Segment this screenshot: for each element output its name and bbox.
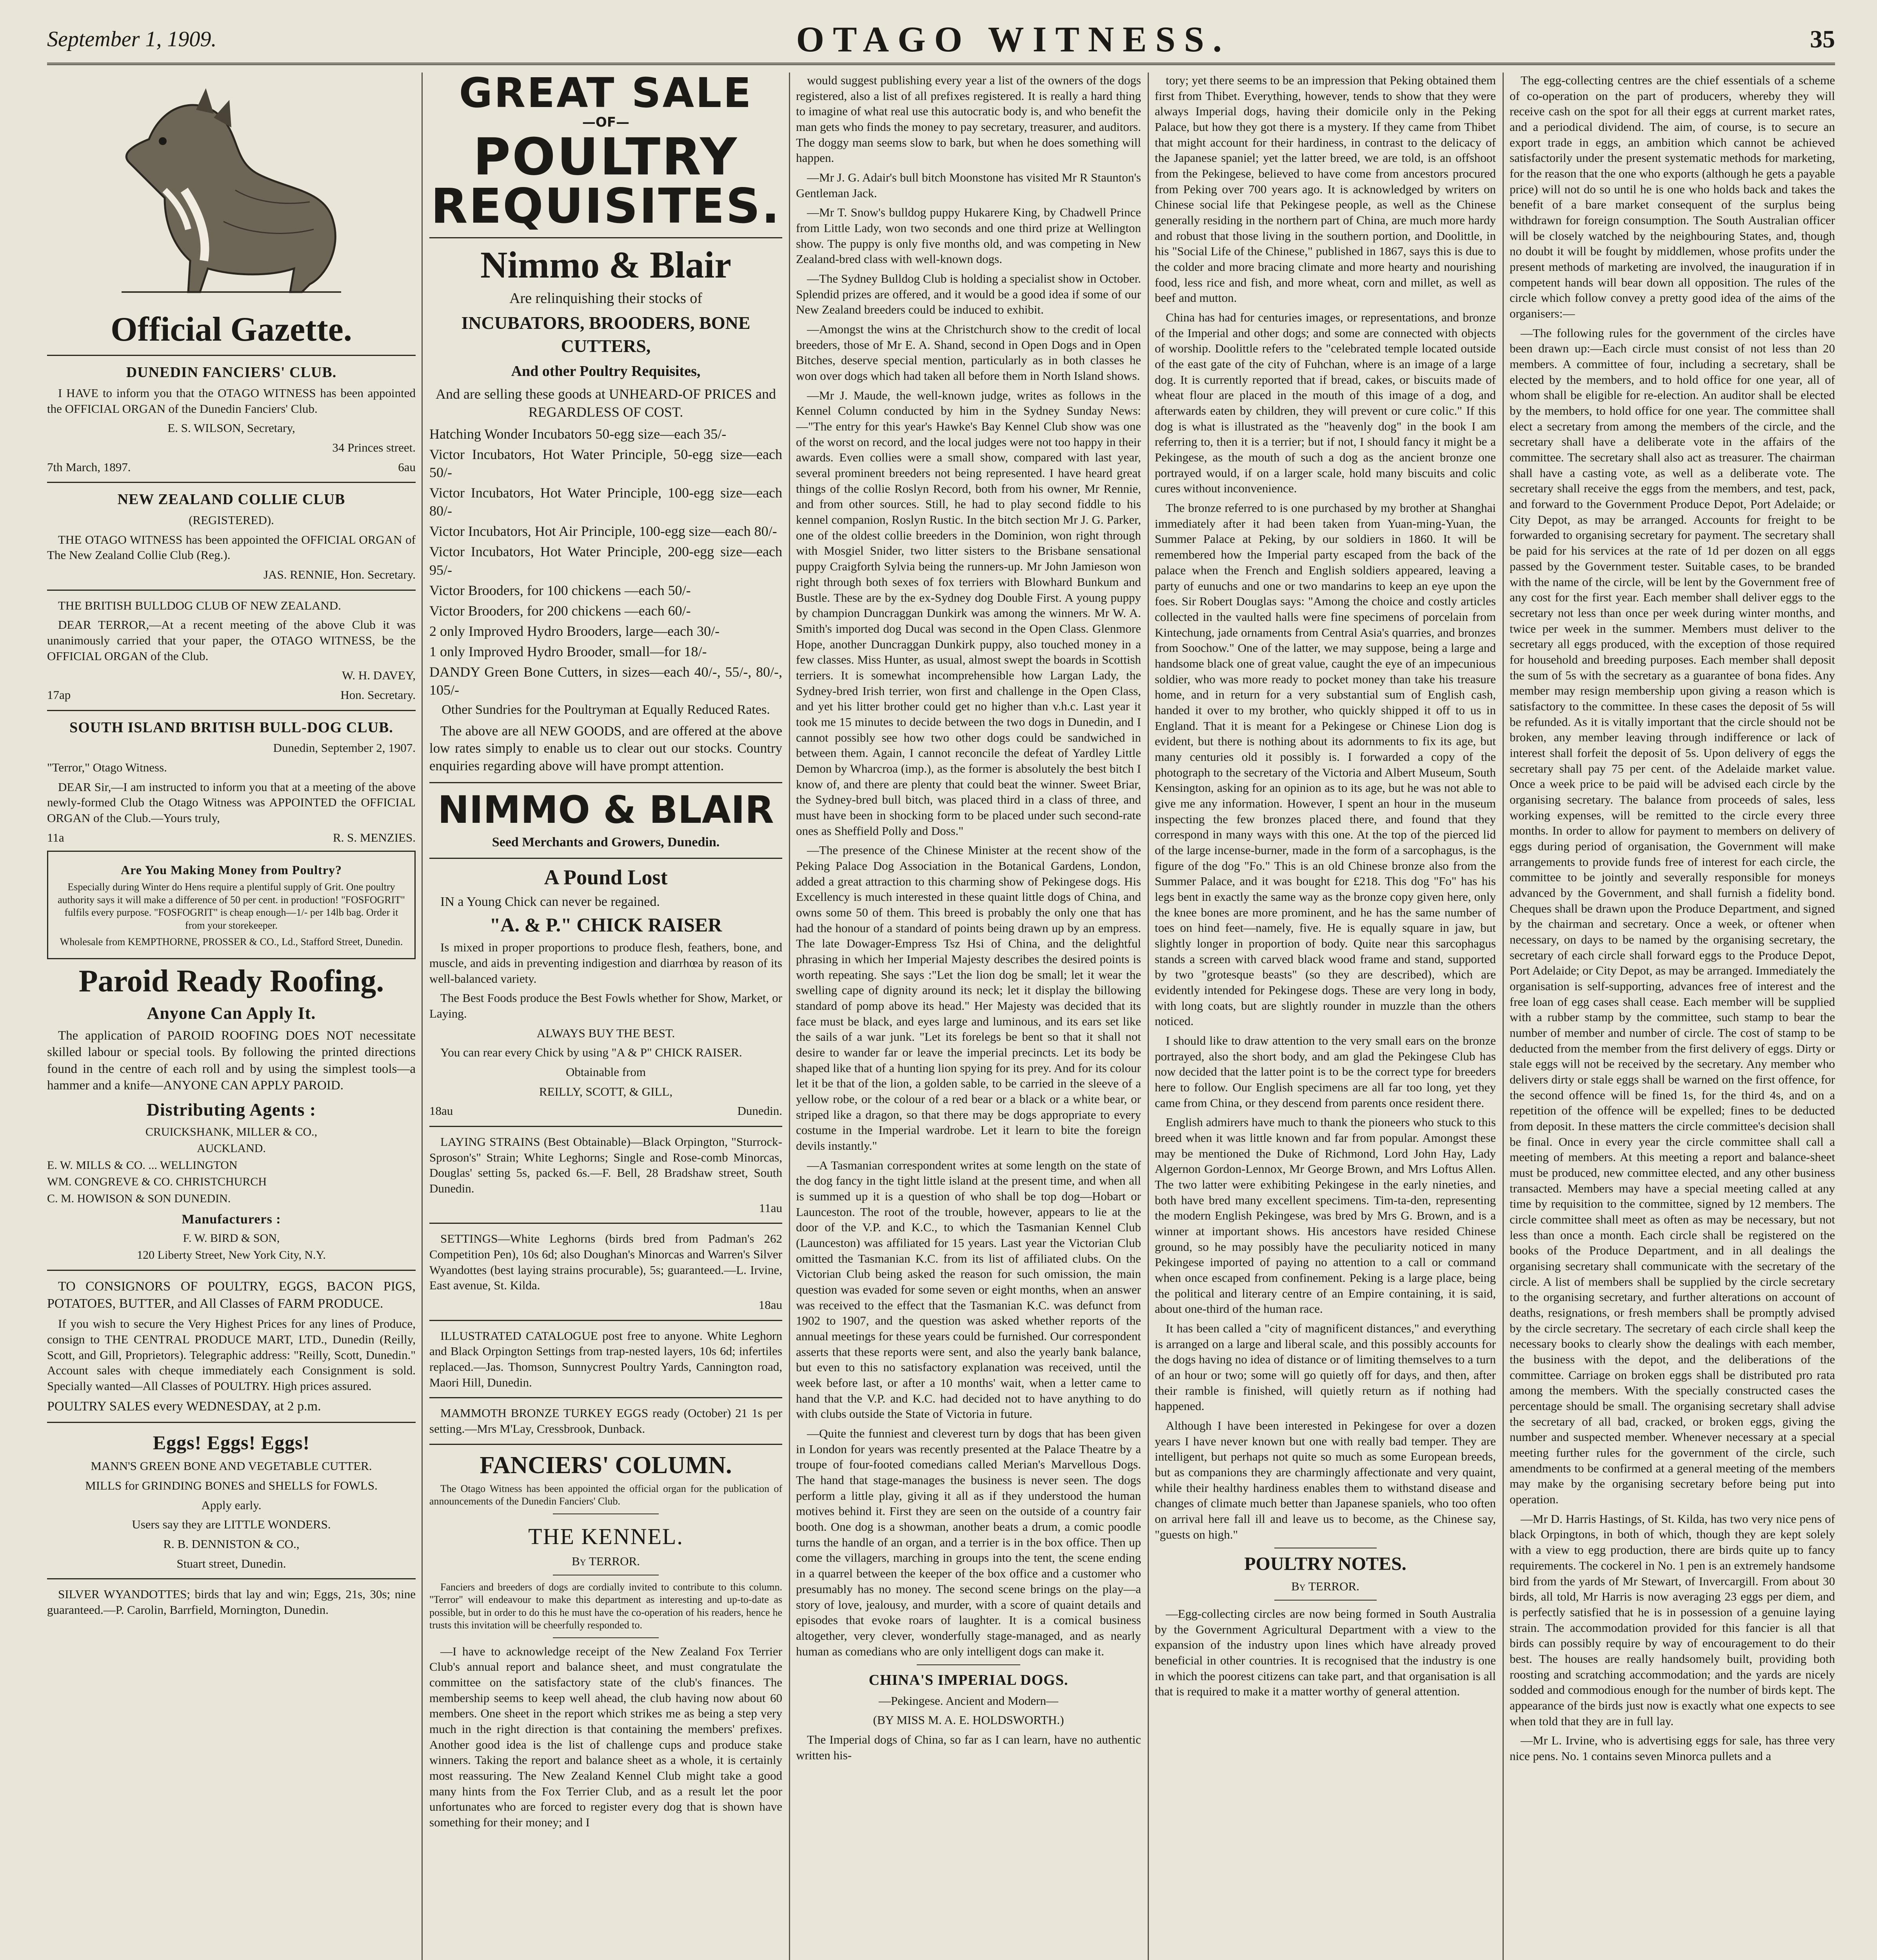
pound-lost: A Pound Lost xyxy=(544,866,668,889)
consignors-body: If you wish to secure the Very Highest Prices for any lines of Produce, consign to THE CENTRAL PRODUCE MART, LTD., Dunedin (Reilly, Scott, and Gill, Proprietors). Telegraphic address: "Reilly, Scott, Dunedin." Account sales with cheque immediately each Consignment is sold. Specially wanted—All Classes of POULTRY. High prices assured. xyxy=(47,1317,416,1393)
poultry-sales: POULTRY SALES every WEDNESDAY, at 2 p.m. xyxy=(47,1399,321,1414)
poultry-notes-byline: By TERROR. xyxy=(1291,1579,1359,1593)
manufacturer: F. W. BIRD & SON, xyxy=(183,1232,280,1245)
poultry-notes-title: POULTRY NOTES. xyxy=(1244,1553,1406,1575)
sibbc-body: DEAR Sir,—I am instructed to inform you that at a meeting of the above newly-formed Club the Otago Witness was APPOINTED the OFFICIAL ORGAN of the Club.—Yours truly, xyxy=(47,780,416,825)
article-paragraph: —The following rules for the government of the circles have been drawn up:—Each circle must consist of not less than 20 members. A committee of four, including a secretary, shall be elected by the members, and to hold office for one year, all of whom shall be eligible for re-election. An auditor shall be elected by the members, to hold office for one year. The committee shall elect a secretary from among the members of the circle, and the secretary shall have a deliberate vote in the affairs of the committee. The secretary shall also act as treasurer. The chairman shall have a casting vote, as well as a deliberate vote. The secretary shall receive the eggs from the members, and test, pack, and forward to the Government Produce Depot, Port Adelaide; or City Depot, as may be arranged. Accounts for freight to be forwarded to organising secretary for payment. The secretary shall be paid for his services at the rate of 1d per dozen on all eggs passed by the Government tester. Suitable cases, to be branded with the name of the circle, will be lent by the Government free of any cost for the first year. Each member shall deliver eggs to the secretary not less than once per week during winter months, and twice per week in the summer. Members must deliver to the secretary all eggs produced, with the exception of those required for household and breeding purposes. Each member shall deposit the sum of 5s with the secretary as a guarantee of bona fides. Any member may resign membership upon giving a reason which is satisfactory to the committee. In these cases the deposit of 5s will be refunded. As it is vitally important that the circle should not be broken, any member leaving through indifference or lack of interest shall forfeit the deposit of 5s. Upon delivery of eggs the secretary shall pay 75 per cent. of the Adelaide market value. Once a week price to be paid will be advised each circle by the organising secretary. The balance from proceeds of sales, less working expenses, will be remitted to the circle every three months. In order to allow for payment to members on delivery of eggs during period of organisation, the Government will make arrangements to provide funds free of interest for each circle, the committee to be jointly and severally responsible for moneys advanced by the Government, and shall furnish a fidelity bond. Cheques shall be drawn upon the Produce Department, and signed by the chairman and secretary. Once a week, or oftener when necessary, on days to be named by the organising secretary, the secretary of each circle shall forward eggs to the Produce Depot, Port Adelaide; or City Depot, as may be arranged. Immediately the organisation is self-supporting, advances free of interest and the free loan of egg cases shall cease. Each member will be supplied with a rubber stamp by the committee, such stamp to bear the number of member and number of circle. The cost of stamp to be deducted from the member from the first delivery of eggs. Dirty or stale eggs will not be received by the secretary. Any member who delivers dirty or stale eggs shall be warned on the first offence, for the second offence will be fined 1s, for the third 4s, and on a repetition of the offence will be expelled; fines to be deducted from deposit. In these matters the circle committee's decision shall be final. Once in every year the circle committee shall call a meeting of members. At this meeting a report and balance-sheet must be produced, new committee elected, and any other business transacted. Members may have a special meeting called at any time by requisition to the committee, signed by 12 members. The circle committee shall meet as often as may be necessary, but not less than once a month. Each circle shall be registered on the books of the Produce Department, and in all dealings the organising secretary shall communicate with the secretary of the circle. A list of members shall be supplied by the circle secretary to the organising secretary, and further alterations on account of deaths, resignations, or fresh members shall be promptly advised by the circle secretary. The secretary of each circle shall keep the necessary books to clearly show the dealings with each member, the business with the depot, and the deliberations of the committee. Carriage on broken eggs shall be distributed pro rata among the members. With the specially constructed cases the percentage should be small. The organising secretary shall advise the secretary of all bad, cracked, or broken eggs, giving the number and suspected member. Whenever necessary at a special meeting further rules for the government of the circle, such amendments to be confirmed at a general meeting of the members may make by the organising secretary before being put into operation. xyxy=(1510,326,1835,1506)
article-paragraph: English admirers have much to thank the pioneers who stuck to this breed when it was little known and far from popular. Amongst these may be mentioned the Duke of Richmond, Lord John Hay, Lady Algernon Gordon-Lennox, Mr George Brown, and Mrs Loftus Allen. The two latter were exhibiting Pekingese in the early nineties, and both have bred many excellent specimens. Tim-ta-den, representing the modern English Pekingese, was bred by Mrs G. Brown, and is a winner at important shows. His ancestors have resided Chinese ground, so he may possibly have the peculiarity noticed in many Pekingese imported of paying no attention to a call or command when once escaped from confinement. Peking is a large place, being the political and literary centre of an Empire containing, it is said, about one-third of the human race. xyxy=(1155,1115,1496,1316)
article-paragraph: —Mr D. Harris Hastings, of St. Kilda, has two very nice pens of black Orpingtons, in both of which, though they are kept solely with a view to egg production, there are birds quite up to fancy requirements. The cockerel in No. 1 pen is an extremely handsome bird from the yards of Mr Stewart, of Invercargill. From about 30 birds, all told, Mr Harris is now averaging 23 eggs per diem, and is perfectly satisfied that he is in possession of a genuine laying strain. The accommodation provided for this fancier is all that birds can possibly require by way of encouragement to do their best. The houses are really handsomely built, providing both roosting and scratching accommodation; and the yards are nicely sodded and commodious enough for the number of birds kept. The appearance of the birds just now is exactly what one expects to see when told that they are in full lay. xyxy=(1510,1512,1835,1728)
bulldog-letter: DEAR TERROR,—At a recent meeting of the above Club it was unanimously carried that your paper, the OTAGO WITNESS, be the OFFICIAL ORGAN of the Club. xyxy=(47,618,416,663)
column-4 xyxy=(1155,73,1496,1960)
nimmo-blair-caps: NIMMO & BLAIR xyxy=(438,788,774,832)
column-rule xyxy=(422,73,423,1960)
column-rule xyxy=(789,73,790,1960)
price-list-item: 1 only Improved Hydro Brooder, small—for 18/- xyxy=(429,643,707,659)
mills-apply: Apply early. xyxy=(201,1498,262,1512)
ad-code: 11au xyxy=(759,1201,782,1215)
consignors-head: TO CONSIGNORS OF POULTRY, EGGS, BACON PIGS, POTATOES, BUTTER, and All Classes of FARM PRODUCE. xyxy=(47,1279,416,1311)
article-paragraph: —The Sydney Bulldog Club is holding a specialist show in October. Splendid prizes are offered, and it would be a good idea if some of our New Zealand breeders could be induced to exhibit. xyxy=(796,272,1141,317)
poultry-notes-paragraph: —Egg-collecting circles are now being formed in South Australia by the Government Agricultural Department with a view to the expansion of the industry upon lines which have already proved beneficial in other countries. It is recognised that the industry is one in which the poorest citizens can take part, and that organisation is all that is required to make it a matter worthy of general attention. xyxy=(1155,1606,1496,1699)
price-list-item: Victor Incubators, Hot Water Principle, 200-egg size—each 95/- xyxy=(429,544,782,578)
kennel-byline: By TERROR. xyxy=(572,1554,640,1568)
mills-ad: MILLS for GRINDING BONES and SHELLS for FOWLS. xyxy=(85,1478,378,1492)
article-paragraph: Although I have been interested in Pekingese for over a dozen years I have never known but one with really bad temper. They are intelligent, but perhaps not quite so much as some European breeds, but as companions they are charmingly affectionate and very quaint, while their healthy hardiness enables them to withstand disease and changes of climate much better than Japanese spaniels, who too often on arrival here fall ill and leave us to become, as the Chinese say, "guests on high." xyxy=(1155,1419,1496,1541)
kennel-notes xyxy=(796,73,1141,1659)
ad-code: 18au xyxy=(758,1298,782,1312)
pound-body: IN a Young Chick can never be regained. xyxy=(440,894,660,909)
bulldog-sign: W. H. DAVEY, xyxy=(342,668,416,682)
sibbc-title: SOUTH ISLAND BRITISH BULL-DOG CLUB. xyxy=(69,719,393,736)
settings-ad: SETTINGS—White Leghorns (birds bred from Padman's 262 Competition Pen), 10s 6d; also Doughan's Minorcas and Warren's Silver Wyandottes (best laying strains procurable), 5s; guaranteed.—L. Irvine, East avenue, St. Kilda. xyxy=(429,1232,782,1292)
mills-agent: R. B. DENNISTON & CO., xyxy=(163,1537,300,1551)
paroid-title: Paroid Ready Roofing. xyxy=(78,964,384,998)
fanciers-column-title: FANCIERS' COLUMN. xyxy=(480,1452,732,1479)
price-list-item: DANDY Green Bone Cutters, in sizes—each 40/-, 55/-, 80/-, 105/- xyxy=(429,664,782,698)
column-rule xyxy=(1148,73,1149,1960)
china-dogs-subtitle: —Pekingese. Ancient and Modern— xyxy=(878,1693,1059,1708)
agent: WM. CONGREVE & CO. CHRISTCHURCH xyxy=(47,1175,267,1189)
obtainable: Obtainable from xyxy=(565,1065,646,1079)
rsg-name: REILLY, SCOTT, & GILL, xyxy=(539,1084,673,1098)
great-sale-header: GREAT SALE —OF— POULTRY REQUISITES. xyxy=(431,73,781,234)
china-dogs-title: CHINA'S IMPERIAL DOGS. xyxy=(869,1672,1068,1689)
kennel-paragraph: —I have to acknowledge receipt of the New Zealand Fox Terrier Club's annual report and balance sheet, and must congratulate the committee on the satisfactory state of the club's finances. The membership seems to keep well ahead, the club having now about 60 members. One sheet in the report which strikes me as being a step very much in the right direction is that containing the members' prefixes. Another good idea is the list of challenge cups and produce stake winners. Taking the report and balance sheet as a whole, it is certainly most reassuring. The New Zealand Kennel Club might take a good many hints from the Fox Terrier Club, and as a result let the poor unfortunates who are forced to register every dog that is shown have something for their money; and I xyxy=(429,1644,782,1829)
page-number: 35 xyxy=(1810,25,1835,53)
dfc-date: 7th March, 1897. 6au xyxy=(47,460,416,474)
article-paragraph: tory; yet there seems to be an impression that Peking obtained them first from Thibet. Everything, however, tends to show that they were always Imperial dogs, having their domicile only in the Peking Palace, but how they got there is a mystery. If they came from Thibet that might account for their hardiness, in contrast to the delicacy of the Japanese spaniel; yet the latter breed, we are told, is an offshoot from the Pekingese, believed to have come from ancestors procured from Peking over 700 years ago. It is acknowledged by writers on Chinese social life that Pekingese people, as well as the Chinese generally residing in the northern part of China, are much more hardy and robust that those living in the southern portion, and Doolittle, in his "Social Life of the Chinese," published in 1867, says this is due to the colder and more bracing climate and more hearty and nourishing food, less rice and fish, and more wheat, corn and millet, as well as beef and mutton. xyxy=(1155,73,1496,305)
price-list xyxy=(429,425,782,699)
other-sundries: Other Sundries for the Poultryman at Equally Reduced Rates. xyxy=(442,702,770,717)
price-list-item: 2 only Improved Hydro Brooders, large—each 30/- xyxy=(429,623,720,639)
sibbc-to: "Terror," Otago Witness. xyxy=(47,760,167,775)
kennel-title: THE KENNEL. xyxy=(528,1523,683,1549)
selling-line: And are selling these goods at UNHEARD-OF PRICES and REGARDLESS OF COST. xyxy=(436,386,776,420)
raiser-body-2: The Best Foods produce the Best Fowls whether for Show, Market, or Laying. xyxy=(429,991,782,1020)
article-paragraph: —Mr T. Snow's bulldog puppy Hukarere King, by Chadwell Prince from Little Lady, won two seconds and one third prize at Wellington show. The puppy is only five months old, and was competing in New Zealand-bred class with well-known dogs. xyxy=(796,205,1141,266)
bulldog-title: THE BRITISH BULLDOG CLUB OF NEW ZEALAND. xyxy=(58,598,341,612)
price-list-item: Victor Brooders, for 100 chickens —each 50/- xyxy=(429,582,691,598)
masthead-date: September 1, 1909. xyxy=(47,27,217,51)
gazette-title: Official Gazette. xyxy=(111,310,352,348)
nimmo-blair-title: Nimmo & Blair xyxy=(480,244,731,286)
price-list-item: Victor Incubators, Hot Air Principle, 100-egg size—each 80/- xyxy=(429,523,777,539)
china-dogs-paragraph: The Imperial dogs of China, so far as I can learn, have no authentic written his- xyxy=(796,1733,1141,1762)
mann-cutter: MANN'S GREEN BONE AND VEGETABLE CUTTER. xyxy=(91,1459,372,1473)
price-list-item: Victor Brooders, for 200 chickens —each 60/- xyxy=(429,603,691,619)
sibbc-place: Dunedin, September 2, 1907. xyxy=(273,741,416,755)
column-5 xyxy=(1510,73,1835,1960)
relinquishing: Are relinquishing their stocks of xyxy=(509,290,702,307)
price-list-item: Victor Incubators, Hot Water Principle, 100-egg size—each 80/- xyxy=(429,485,782,519)
article-paragraph: The bronze referred to is one purchased by my brother at Shanghai immediately after it had been taken from Yuan-ming-Yuan, the Summer Palace at Peking, by our soldiers in 1860. It will be remembered how the Imperial party escaped from the back of the palace when the French and English soldiers appeared, leaving a party of eunuchs and one or two mandarins to keep an eye upon the foes. Sir Robert Douglas says: "Among the choice and costly articles collected in the vaulted halls were fine specimens of porcelain from Kintechung, jade ornaments from Central Asia's quarries, and bronzes from Soochow." One of the latter, we may suppose, being a large and handsome black one of great value, caught the eye of an impecunious soldier, who was more ready to pocket money than take his treasure home, and in return for a very substantial sum of English cash, handed it over to my brother, who quickly shipped it off to us in England. That it is meant for a Pekingese or Chinese Lion dog is evident, but there is nothing about its adornments to fix its age, but many centuries old it possibly is. I forwarded a copy of the photograph to the secretary of the Victoria and Albert Museum, South Kensington, asking for an opinion as to its age, but he was not able to give me any information. However, I spent an hour in the museum inspecting the few bronzes placed there, and found that they correspond in many ways with this one. At the top of the pierced lid of the large incense-burner, made in the form of a sarcophagus, is the figure of the dog "Fo." This is an old Chinese bronze also from the Summer Palace, and it was bought for £218. This dog "Fo" has his legs bent in exactly the same way as the bronze copy given here, only the knee bones are more prominent, and he has the same number of toes on hind feet—namely, five. He is equally square in jaw, but slightly longer in proportion of body. Quite near this sarcophagus stands a screen with carved black wood frame and stand, supported by two "grotesque beasts" (so they are described), which are evidently intended for Pekingese dogs. These are very long in body, with long coats, but are slightly rounder in muzzle than the others noticed. xyxy=(1155,501,1496,1028)
silver-wyandottes-ad: SILVER WYANDOTTES; birds that lay and win; Eggs, 21s, 30s; nine guaranteed.—P. Carolin, Barrfield, Mornington, Dunedin. xyxy=(47,1587,416,1617)
agent-city: AUCKLAND. xyxy=(197,1142,266,1155)
seed-merchants: Seed Merchants and Growers, Dunedin. xyxy=(492,835,720,849)
china-dogs-byline: (BY MISS M. A. E. HOLDSWORTH.) xyxy=(873,1713,1064,1727)
masthead-title: OTAGO WITNESS. xyxy=(796,19,1230,59)
collie-sign: JAS. RENNIE, Hon. Secretary. xyxy=(263,568,416,582)
agent: E. W. MILLS & CO. ... WELLINGTON xyxy=(47,1158,238,1172)
article-paragraph: —Mr J. Maude, the well-known judge, writes as follows in the Kennel Column conducted by him in the Sydney Sunday News:—"The entry for this year's Hawke's Bay Kennel Club show was one of the worst on record, and the local judges were not too happy in their awards. Even collies were a small show, compared with last year, several prominent breeders not being represented. I have heard great things of the collie Roslyn Record, both from his owner, Mr Rennie, and from other sources. Still, he had to play second fiddle to his kennel companion, Roslyn Rustic. In the bitch section Mr J. G. Parker, one of the oldest collie breeders in the Dominion, won right through with Mosgiel Snider, two litter sisters to the Brisbane sensational puppy Craigforth Sylvia being the runners-up. Mr John Jamieson won right through both sexes of fox terriers with Blowhard Bunkum and Bustle. These are by the ex-Sydney dog Double First. A young puppy by champion Duncraggan Dunkirk was among the winners. Mr W. A. Smith's imported dog Ducal was second in the Open Class. Glenmore Hope, another Duncraggan Dunkirk puppy, also touched money in a few classes. Miss Hunter, as usual, almost swept the boards in Scottish terriers. It is somewhat incomprehensible how Largan Lady, the Sydney-bred Irish terrier, won first and challenge in the Open Class, and yet his litter brother could get no higher than v.h.c. Last year it took me 15 minutes to decide between the two dogs in Dunedin, and I cannot possibly see how two other dogs could be sandwiched in between them. Again, I cannot reconcile the defeat of Yardley Little Demon by Wharcroa (imp.), as the former is absolutely the best bitch I know of, and there are plenty that could beat the winner. Sweet Briar, the Sydney-bred bull bitch, was placed third in a class of three, and must have been in shocking form to be placed under such second-rate ones as Sheffield Polly and Doss." xyxy=(796,388,1141,838)
article-paragraph: —Mr L. Irvine, who is advertising eggs for sale, has three very nice pens. No. 1 contains seven Minorca pullets and a xyxy=(1510,1733,1835,1763)
paroid-subtitle: Anyone Can Apply It. xyxy=(147,1003,316,1023)
fosfogrit-ad: Are You Making Money from Poultry? Especially during Winter do Hens require a plentiful supply of Grit. One poultry authority says it will make a difference of 50 per cent. in production! "FOSFOGRIT" fulfils every purpose. "FOSFOGRIT" is cheap enough—1/- per 14lb bag. Order it from your storekeeper. Wholesale from KEMPTHORNE, PROSSER & CO., Ld., Stafford Street, Dunedin. xyxy=(47,851,416,959)
article-paragraph: would suggest publishing every year a list of the owners of the dogs registered, also a list of all prefixes registered. It is really a hard thing to imagine of what real use this autocratic body is, and who benefit the man gets who finds the money to pay secretary, treasurer, and auditors. The doggy man seems slow to bark, but when he does something will happen. xyxy=(796,73,1141,165)
column-rule xyxy=(1503,73,1504,1960)
chick-raiser: "A. & P." CHICK RAISER xyxy=(489,914,722,936)
article-paragraph: —The presence of the Chinese Minister at the recent show of the Peking Palace Dog Association in the Botanical Gardens, London, added a great attraction to this charming show of Pekingese dogs. His Excellency is much interested in these quaint little dogs of China, and owns some 50 of them. This breed is probably the only one that has had the honour of a standard of points being drawn up by an empress. The late Dowager-Empress Tsz Hsi of China, and the delightful phrasing in which her Imperial Majesty describes the desired points is worth repeating. She says :"Let the lion dog be small; let it wear the swelling cape of dignity around its neck; let it display the billowing standard of pomp above its head." Her Majesty was decided that its face must be black, and eyes large and luminous, and its ears set like the sails of a war junk. "Let its forelegs be bent so that it shall not desire to wander far or leave the imperial precincts. Let its body be shaped like that of a hunting lion spying for its prey. And for its colour let it be that of the lion, a golden sable, to be carried in the sleeve of a yellow robe, or the colour of a red bear or a black or a white bear, or striped like a dragon, so that there may be dogs appropriate to every costume in the Imperial wardrobe. Let it learn to bite the foreign devils instantly." xyxy=(796,843,1141,1153)
article-paragraph: —A Tasmanian correspondent writes at some length on the state of the dog fancy in the tight little island at the present time, and when all is summed up it is a question of who shall be top dog—Hobart or Launceston. The root of the trouble, however, appears to lie at the door of the V.P. and K.C., to which the Tasmanian Kennel Club (Launceston) was affiliated for 15 years. Last year the Victorian Club omitted the Tasmanian K.C. from its list of affiliated clubs. On the Victorian Club being asked the reason for such omission, the main question was evaded for some seven or eight months, when an answer was received to the effect that the Tasmanian K.C. was defunct from 1902 to 1907, and the question was asked whether reports of the annual meetings for these years could be furnished. Our correspondent asserts that these reports were sent, and also the yearly bank balance, but even to this no satisfactory explanation was received, until the week before last, or after a 10 months' wait, when a letter came to hand that the V.P. and K.C. had decided not to have anything to do with clubs outside the State of Victoria in future. xyxy=(796,1158,1141,1421)
price-list-item: Victor Incubators, Hot Water Principle, 50-egg size—each 50/- xyxy=(429,446,782,481)
laying-strains-ad: LAYING STRAINS (Best Obtainable)—Black Orpington, "Sturrock-Sproson's" Strain; White Leghorns; Single and Rose-comb Minorcas, Douglas' setting 5s, packed 6s.—F. Bell, 28 Bradshaw street, South Dunedin. xyxy=(429,1134,782,1195)
article-paragraph: It has been called a "city of magnificent distances," and everything is arranged on a large and liberal scale, and this possibly accounts for the dogs having no idea of distance or of limiting themselves to a turn of an hour or two; some will go quietly off for days, and then, after their ramble is finished, will quietly return as if nothing had happened. xyxy=(1155,1321,1496,1413)
rsg-city: 18au Dunedin. xyxy=(429,1104,782,1118)
dfc-title: DUNEDIN FANCIERS' CLUB. xyxy=(126,364,337,381)
collie-dog-illustration xyxy=(106,73,357,308)
raiser-body: Is mixed in proper proportions to produce flesh, feathers, bone, and muscle, and aids in preventing indigestion and diarrhœa by reason of its well-balanced variety. xyxy=(429,940,782,985)
other-requisites: And other Poultry Requisites, xyxy=(511,363,701,380)
collie-title: NEW ZEALAND COLLIE CLUB xyxy=(117,491,345,508)
dfc-address: 34 Princes street. xyxy=(332,441,416,455)
poultry-notes-continued xyxy=(1510,73,1835,1764)
agents-title: Distributing Agents : xyxy=(146,1100,316,1120)
eggs-title: Eggs! Eggs! Eggs! xyxy=(153,1432,310,1454)
bulldog-role: 17ap Hon. Secretary. xyxy=(47,688,416,702)
price-list-item: Hatching Wonder Incubators 50-egg size—each 35/- xyxy=(429,426,727,442)
agent: CRUICKSHANK, MILLER & CO., xyxy=(145,1125,318,1138)
masthead xyxy=(47,16,1835,65)
article-paragraph: —Mr J. G. Adair's bull bitch Moonstone has visited Mr R Staunton's Gentleman Jack. xyxy=(796,171,1141,200)
mills-address: Stuart street, Dunedin. xyxy=(176,1556,286,1570)
article-paragraph: China has had for centuries images, or representations, and bronze of the Imperial and other dogs; and some are connected with objects of worship. Doolittle refers to the "celebrated temple located outside of the east gate of the city of Fuhchan, where is an image of a large dog. It is currently reported that if bread, cakes, or biscuits made of wheat flour are placed in the mouth of this image of a dog, and afterwards eaten by children, they will prevent or cure colic." If this dog is what is illustrated as the "heavenly dog" in the book I am referring to, then it is a terrier; but if not, I should fancy it might be a Pekingese, as the mouth of such a dog as the ancient bronze one portrayed would, if on a larger scale, hold many biscuits and colic cures without inconvenience. xyxy=(1155,310,1496,495)
column-3 xyxy=(796,73,1141,1960)
mammoth-turkey-ad: MAMMOTH BRONZE TURKEY EGGS ready (October) 21 1s per setting.—Mrs M'Lay, Cressbrook, Dunback. xyxy=(429,1406,782,1436)
raiser-body-3: You can rear every Chick by using "A & P" CHICK RAISER. xyxy=(440,1045,742,1060)
manufacturer-address: 120 Liberty Street, New York City, N.Y. xyxy=(137,1248,326,1261)
china-dogs-article xyxy=(1155,73,1496,1542)
manufacturers-title: Manufacturers : xyxy=(182,1212,281,1227)
mills-users: Users say they are LITTLE WONDERS. xyxy=(132,1517,331,1532)
new-goods: The above are all NEW GOODS, and are offered at the above low rates simply to enable us to clear out our stocks. Country enquiries regarding above will have prompt attention. xyxy=(429,723,782,774)
column-2 xyxy=(429,73,782,1960)
collie-sub: (REGISTERED). xyxy=(189,513,274,527)
column-1 xyxy=(47,73,416,1960)
article-paragraph: I should like to draw attention to the very small ears on the bronze portrayed, also the short body, and am glad the Pekingese Club has now decided that the latter point is to be the correct type for breeders here to follow. Our English specimens are all far too long, yet they came from China, or they descend from parents once resident there. xyxy=(1155,1033,1496,1110)
article-paragraph: The egg-collecting centres are the chief essentials of a scheme of co-operation on the part of producers, whereby they will receive cash on the spot for all their eggs at current market rates, and a periodical dividend. The aim, of course, is to secure an export trade in eggs, an ambition which cannot be achieved satisfactorily under the present systematic methods for marketing, for the reason that the one who exports (although he gets a payable price) will not do so until he is one who holds back and takes the benefit of a bare market consequent of the surplus being withdrawn for foreign consumption. The South Australian officer will be closely watched by the neighbouring States, and, though no doubt it will be fought by middlemen, whose profits under the present methods of marketing are involved, the inauguration if in competent hands will bear down all opposition. The rules of the circle which follow convey a pretty good idea of the aims of the organisers:— xyxy=(1510,73,1835,321)
incubators-line: INCUBATORS, BROODERS, BONE CUTTERS, xyxy=(461,313,750,356)
catalogue-ad: ILLUSTRATED CATALOGUE post free to anyone. White Leghorn and Black Orpington Settings from trap-nested layers, 10s 6d; infertiles replaced.—Jas. Thomson, Sunnycrest Poultry Yards, Cannington road, Maori Hill, Dunedin. xyxy=(429,1328,782,1389)
dfc-body: I HAVE to inform you that the OTAGO WITNESS has been appointed the OFFICIAL ORGAN of the Dunedin Fanciers' Club. xyxy=(47,386,416,416)
collie-body: THE OTAGO WITNESS has been appointed the OFFICIAL ORGAN of The New Zealand Collie Club (Reg.). xyxy=(47,532,416,562)
fanciers-note: The Otago Witness has been appointed the official organ for the publication of announcements of the Dunedin Fanciers' Club. xyxy=(429,1483,782,1507)
dfc-sign: E. S. WILSON, Secretary, xyxy=(167,421,295,435)
kennel-note: Fanciers and breeders of dogs are cordially invited to contribute to this column. "Terror" will endeavour to make this department as interesting and up-to-date as possible, but in order to do this he must have the co-operation of his readers, hence he trusts this invitation will be cheerfully responded to. xyxy=(429,1581,782,1631)
article-paragraph: —Amongst the wins at the Christchurch show to the credit of local breeders, those of Mr E. A. Shand, second in Open Dogs and in Open Bitches, deserve special mention, particularly as in both classes he won over dogs which had taken all before them in North Island shows. xyxy=(796,322,1141,383)
article-paragraph: —Quite the funniest and cleverest turn by dogs that has been given in London for years was recently presented at the Palace Theatre by a troupe of four-footed comedians called Merian's Marvellous Dogs. The hand that stage-manages the business is never seen. The dogs perform a little play, giving it all as if they understood the human motives behind it. First they are seen on the outside of a country fair booth. One dog is a showman, another beats a drum, a comic poodle turns the handle of an organ, and a terrier is in the box office. Then up come the villagers, marching in groups into the tent, the scene ending in a quarrel between the keeper of the box office and a customer who presumably has no money. The second scene brings on the play—a story of love, jealousy, and murder, with a score of quaint details and episodes that evoke roars of laughter. It is a comical business altogether, very clever, wonderfully stage-managed, and as nearly human as comedians who are only intelligent dogs can make it. xyxy=(796,1426,1141,1658)
paroid-body: The application of PAROID ROOFING DOES NOT necessitate skilled labour or special tools. By following the printed directions found in the centre of each roll and by using the simplest tools—a hammer and a knife—ANYONE CAN APPLY PAROID. xyxy=(47,1029,416,1093)
sibbc-sign: 11a R. S. MENZIES. xyxy=(47,830,416,844)
always-buy: ALWAYS BUY THE BEST. xyxy=(536,1026,675,1040)
agent: C. M. HOWISON & SON DUNEDIN. xyxy=(47,1192,231,1205)
